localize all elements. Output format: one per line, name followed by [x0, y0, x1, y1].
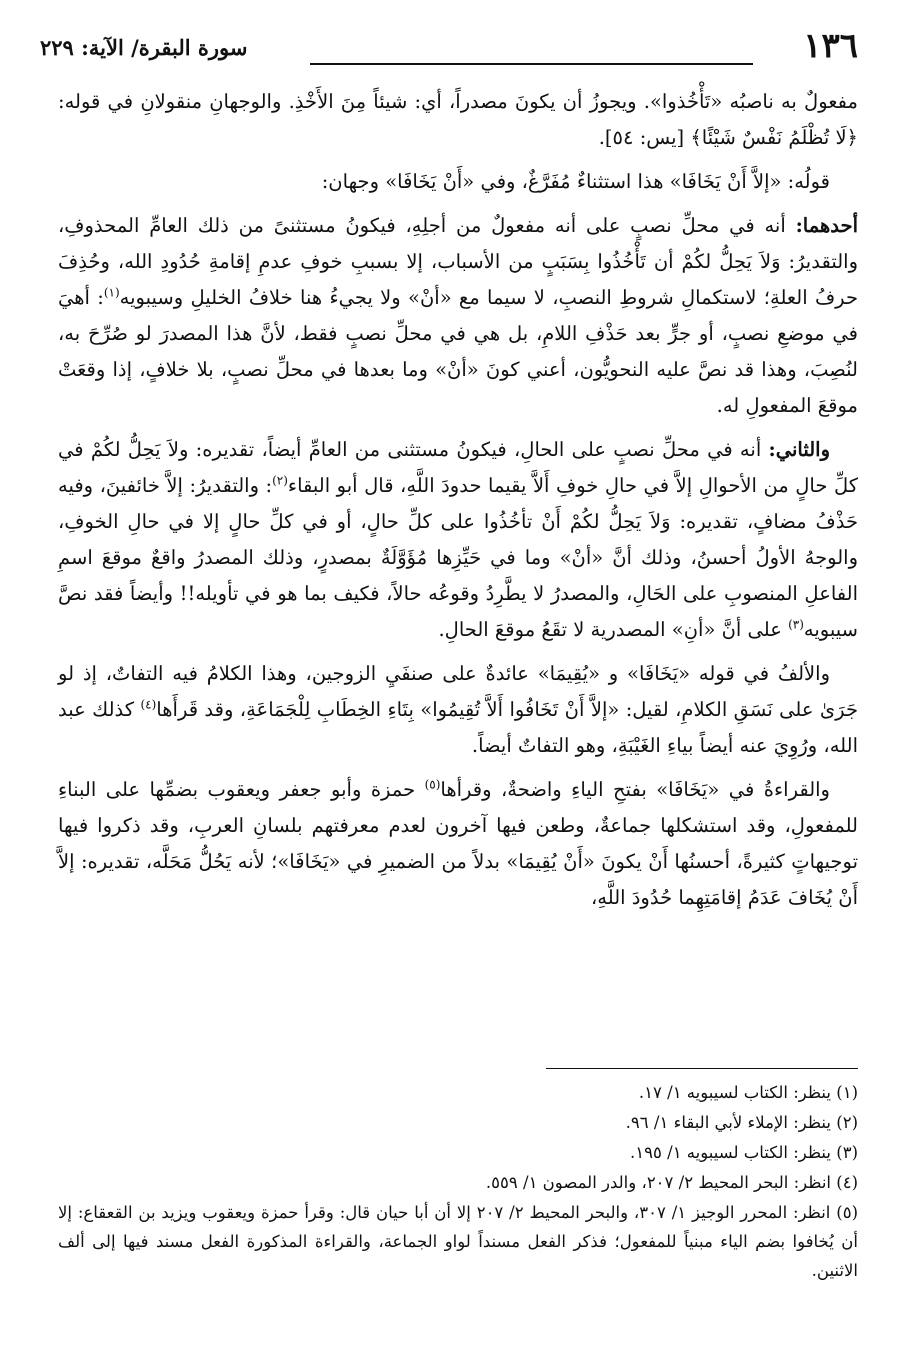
- paragraph-2: قولُه: «إلاَّ أَنْ يَخَافَا» هذا استثناءٌ مُفَرَّغٌ، وفي «أَنْ يَخَافَا» وجهان:: [321, 170, 830, 193]
- footnote-4: (٤) انظر: البحر المحيط ٢/ ٢٠٧، والدر المصون ١/ ٥٥٩.: [485, 1173, 858, 1192]
- footnote-3: (٣) ينظر: الكتاب لسيبويه ١/ ١٩٥.: [630, 1143, 858, 1162]
- paragraph-4-text-c: على أنَّ «أنِ» المصدرية لا تقَعُ موقعَ الحالِ.: [438, 618, 789, 641]
- footnote-ref-1: (١): [103, 285, 120, 300]
- footnote-1: (١) ينظر: الكتاب لسيبويه ١/ ١٧.: [638, 1083, 858, 1102]
- page-header: [40, 24, 858, 74]
- paragraph-4-text-b: : والتقديرُ: إلاَّ خائفينَ، وفيه حَذْفُ مضافٍ، تقديره: وَلاَ يَحِلُّ لكُمْ أَنْ تأخُذُوا على كلِّ حالٍ، أو في كلِّ حالٍ إلا في حالِ الخوفِ، والوجهُ الأولُ أحسنُ، وذلك أنَّ «أنْ» وما في حَيِّزِها مُؤَوَّلَةٌ بمصدرٍ، وذلك المصدرُ واقعٌ موقعَ اسمِ الفاعلِ المنصوبِ على الحَالِ، والمصدرُ لا يطَّرِدُ وقوعُه حالاً، فكيف بما هو في تأويله!! وأيضاً فقد نصَّ سيبويه: [58, 474, 858, 641]
- paragraph-3-lead: أحدهما:: [795, 214, 858, 237]
- footnote-ref-2: (٢): [272, 473, 288, 488]
- paragraph-4-text-a: أنه في محلِّ نصبٍ على الحالِ، فيكونُ مستثنى من العامِّ أيضاً، تقديره: ولاَ يَحِلُّ لكُمْ في كلِّ حالٍ من الأحوالِ إلاَّ في حالِ خوفِ أَلاَّ يقيما حدودَ اللَّهِ، قال أبو البقاء: [58, 438, 858, 497]
- paragraph-6-text-b: حمزة وأبو جعفر ويعقوب بضمِّها على البناءِ للمفعولِ، وقد استشكلها جماعةٌ، وطعن فيها آخرون لعدم معرفتهم بلسانِ العربِ، وقد ذكروا فيها توجيهاتٍ كثيرةً، أحسنُها أَنْ يكونَ «أَنْ يُقِيمَا» بدلاً من الضميرِ في «يَخَافَا»؛ لأنه يَحُلُّ مَحَلَّه، تقديره: إلاَّ أَنْ يُخَافَ عَدَمُ إقامَتِهِما حُدُودَ اللَّهِ،: [58, 778, 858, 909]
- footnote-ref-5: (٥): [424, 777, 441, 792]
- footnote-ref-4: (٤): [140, 697, 157, 712]
- paragraph-5-text-a: والألفُ في قوله «يَخَافَا» و «يُقِيمَا» عائدةٌ على صنفَيِ الزوجين، وهذا الكلامُ فيه التفاتٌ، إذ لو جَرَىٰ على نَسَقِ الكلامِ، لقيل: «إلاَّ أَنْ تَخَافُوا أَلاَّ تُقِيمُوا» بِتَاءِ الخِطَابِ لِلْجَمَاعَةِ، وقد قَرأَها: [58, 662, 858, 721]
- paragraph-4-lead: والثاني:: [768, 438, 830, 461]
- paragraph-6: [58, 772, 858, 916]
- header-rule: [310, 63, 753, 65]
- paragraph-3-text-a: أنه في محلِّ نصبٍ على أنه مفعولٌ من أجلِهِ، فيكونُ مستثنىً من ذلك العامِّ المحذوفِ، والتقديرُ: وَلاَ يَحِلُّ لكُمْ أن تَأْخُذُوا بِسَبَبٍ من الأسباب، إلا بسببِ خوفِ عدمِ إقامةِ حُدُودِ الله، وحُذِفَ حرفُ العلةِ؛ لاستكمالِ شروطِ النصبِ، لا سيما مع «أنْ» ولا يجيءُ هنا خلافُ الخليلِ وسيبويه: [58, 214, 858, 309]
- footnote-5: (٥) انظر: المحرر الوجيز ١/ ٣٠٧، والبحر المحيط ٢/ ٢٠٧ إلا أن أبا حيان قال: وقرأ حمزة ويعقوب ويزيد بن القعقاع: إلا أن يُخافوا بضم الياء مبنياً للمفعول؛ فذكر الفعل مسنداً لواو الجماعة، والقراءة المذكورة الفعل مسند فيها إلى ألف الاثنين.: [58, 1203, 858, 1280]
- footnotes: [58, 1078, 858, 1285]
- running-title: سورة البقرة/ الآية: ٢٢٩: [40, 35, 248, 60]
- page-number: ١٣٦: [803, 26, 858, 66]
- paragraph-3-text-b: : أهيَ في موضعِ نصبٍ، أو جرٍّ بعد حَذْفِ اللامِ، بل هي في محلِّ نصبٍ فقط، لأنَّ هذا المصدرَ لو صُرِّحَ به، لنُصِبَ، وهذا قد نصَّ عليه النحويُّون، أعني كونَ «أنْ» وما بعدها في محلِّ نصبٍ، بلا خلافٍ، إذا وقعَتْ موقعَ المفعولِ له.: [58, 286, 858, 417]
- main-text: [58, 84, 858, 916]
- footnote-2: (٢) ينظر: الإملاء لأبي البقاء ١/ ٩٦.: [625, 1113, 858, 1132]
- paragraph-4: [58, 432, 858, 648]
- footnote-ref-3: (٣): [788, 617, 804, 632]
- paragraph-3: [58, 208, 858, 424]
- paragraph-1: مفعولٌ به ناصبُه «تَأْخُذوا». ويجوزُ أن يكونَ مصدراً، أي: شيئاً مِنَ الأَخْذِ. والوجهانِ منقولانِ في قوله: ﴿لَا تُظْلَمُ نَفْسٌ شَيْئًا﴾ [يس: ٥٤].: [58, 90, 858, 149]
- paragraph-6-text-a: والقراءةُ في «يَخَافَا» بفتحِ الياءِ واضحةٌ، وقرأها: [440, 778, 830, 801]
- footnote-separator: [546, 1068, 858, 1069]
- paragraph-5-text-b: كذلك عبد الله، ورُوِيَ عنه أيضاً بياءِ الغَيْبَةِ، وهو التفاتٌ أيضاً.: [58, 698, 858, 757]
- paragraph-5: [58, 656, 858, 764]
